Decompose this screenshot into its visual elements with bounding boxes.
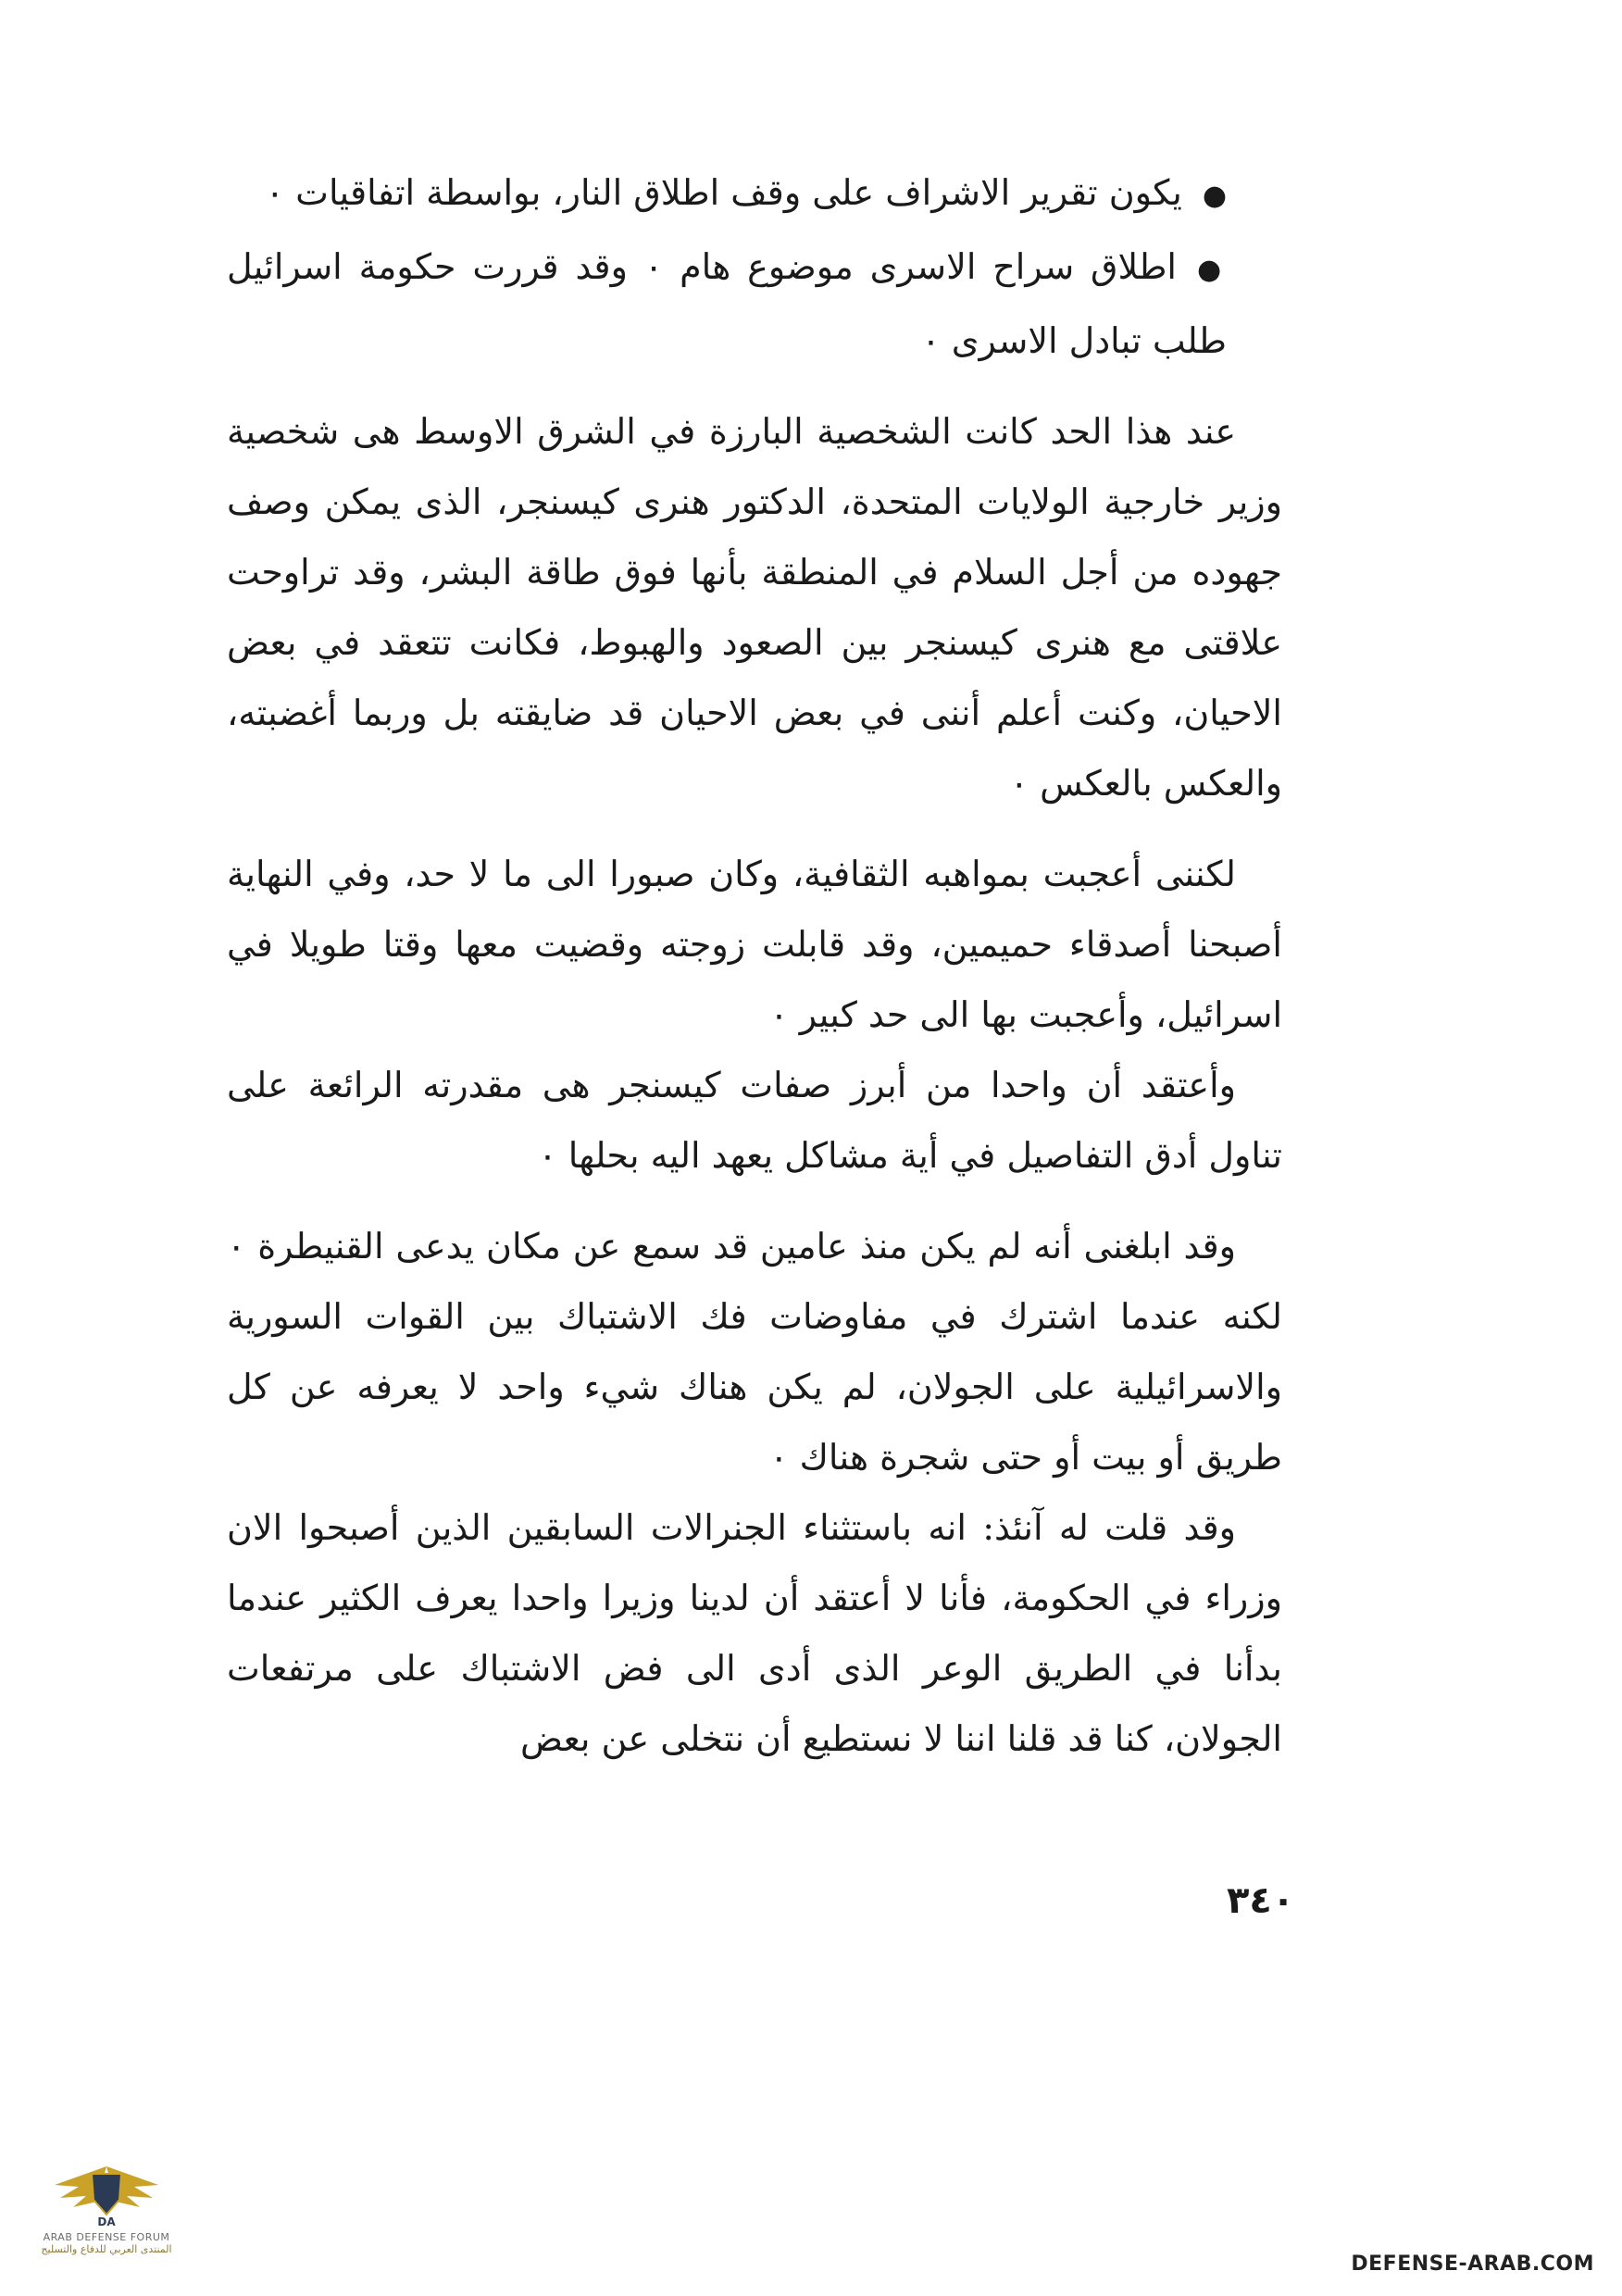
bullet-dot-icon: ● — [1202, 180, 1227, 212]
forum-logo — [37, 2157, 176, 2277]
paragraph: وقد ابلغنى أنه لم يكن منذ عامين قد سمع عن مكان يدعى القنيطرة ٠ لكنه عندما اشترك في مفاوضات فك الاشتباك بين القوات السورية والاسرائيلية على الجولان، لم يكن هناك شيء واحد لا يعرفه عن كل طريق أو بيت أو حتى شجرة هناك ٠ — [227, 1226, 1282, 1478]
bullet-item: ●اطلاق سراح الاسرى موضوع هام ٠ وقد قررت حكومة اسرائيل طلب تبادل الاسرى ٠ — [227, 246, 1227, 361]
paragraph: وقد قلت له آنئذ: انه باستثناء الجنرالات السابقين الذين أصبحوا الان وزراء في الحكومة، فأنا لا أعتقد أن لدينا وزيرا واحدا يعرف الكثير عندما بدأنا في الطريق الوعر الذى أدى الى فض الاشتباك على مرتفعات الجولان، كنا قد قلنا اننا لا نستطيع أن نتخلى عن بعض — [227, 1507, 1282, 1759]
page-number: ٣٤٠ — [1227, 1879, 1295, 1922]
paragraph: لكننى أعجبت بمواهبه الثقافية، وكان صبورا الى ما لا حد، وفي النهاية أصبحنا أصدقاء حميمين، وقد قابلت زوجته وقضيت معها وقتا طويلا في اسرائيل، وأعجبت بها الى حد كبير ٠ — [227, 854, 1282, 1035]
paragraph: وأعتقد أن واحدا من أبرز صفات كيسنجر هى مقدرته الرائعة على تناول أدق التفاصيل في أية مشاكل يعهد اليه بحلها ٠ — [227, 1065, 1282, 1176]
page-body — [227, 157, 1282, 1774]
watermark: DEFENSE-ARAB.COM — [1351, 2252, 1594, 2276]
bullet-item: ●يكون تقرير الاشراف على وقف اطلاق النار، بواسطة اتفاقيات ٠ — [265, 172, 1227, 213]
bullet-dot-icon: ● — [1197, 254, 1227, 286]
paragraph: عند هذا الحد كانت الشخصية البارزة في الشرق الاوسط هى شخصية وزير خارجية الولايات المتحدة، الدكتور هنرى كيسنجر، الذى يمكن وصف جهوده من أجل السلام في المنطقة بأنها فوق طاقة البشر، وقد تراوحت علاقتى مع هنرى كيسنجر بين الصعود والهبوط، فكانت تتعقد في بعض الاحيان، وكنت أعلم أننى في بعض الاحيان قد ضايقته بل وربما أغضبته، والعكس بالعكس ٠ — [227, 411, 1282, 804]
svg-text:DA: DA — [97, 2215, 116, 2228]
logo-english-text: ARAB DEFENSE FORUM — [43, 2231, 170, 2243]
wings-shield-icon — [51, 2157, 162, 2231]
logo-arabic-text: المنتدى العربي للدفاع والتسليح — [41, 2243, 172, 2255]
